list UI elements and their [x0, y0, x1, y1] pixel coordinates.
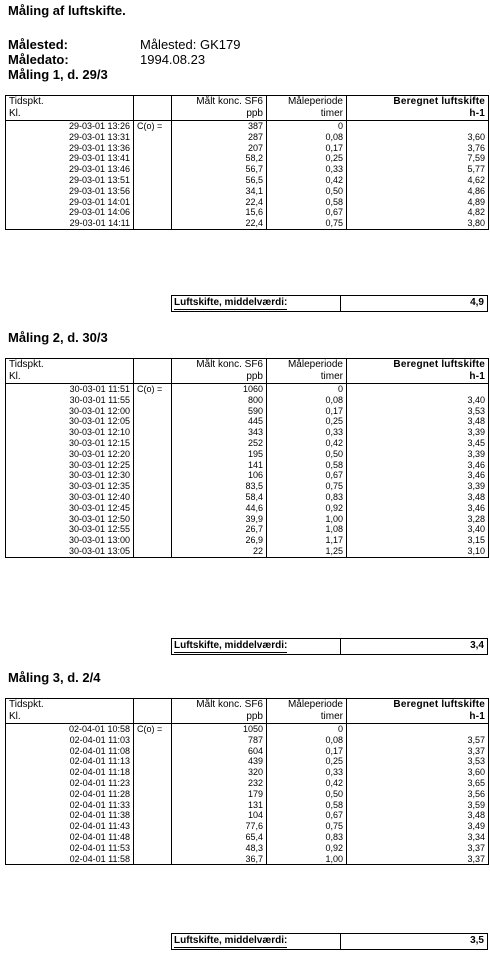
cell-concentration: 104: [172, 810, 267, 821]
table-subheader-row-1: [6, 108, 489, 121]
cell-concentration: 287: [172, 132, 267, 143]
cell-rate: 4,82: [347, 207, 489, 218]
cell-time: 30-03-01 11:51: [6, 384, 134, 395]
cell-time: 30-03-01 12:30: [6, 470, 134, 481]
cell-rate: [347, 384, 489, 395]
cell-rate: 3,15: [347, 535, 489, 546]
cell-period: 0,42: [267, 778, 347, 789]
table-row: [6, 524, 489, 535]
cell-rate: 4,86: [347, 186, 489, 197]
cell-rate: 3,65: [347, 778, 489, 789]
cell-time: 29-03-01 13:51: [6, 175, 134, 186]
cell-concentration: 15,6: [172, 207, 267, 218]
malested-value: Målested: GK179: [140, 37, 241, 52]
table-row: [6, 492, 489, 503]
cell-period: 0,17: [267, 143, 347, 154]
cell-c0-label: [134, 756, 172, 767]
table-row: [6, 175, 489, 186]
cell-period: 0,75: [267, 481, 347, 492]
cell-rate: 7,59: [347, 153, 489, 164]
cell-c0-label: [134, 746, 172, 757]
col-unit-period: timer: [267, 711, 347, 724]
cell-concentration: 320: [172, 767, 267, 778]
cell-time: 29-03-01 13:31: [6, 132, 134, 143]
cell-time: 30-03-01 13:00: [6, 535, 134, 546]
table-row: [6, 810, 489, 821]
cell-period: 0,42: [267, 175, 347, 186]
section-3-title: Måling 3, d. 2/4: [8, 670, 101, 685]
cell-rate: 3,60: [347, 132, 489, 143]
cell-c0-label: [134, 492, 172, 503]
cell-c0-label: [134, 778, 172, 789]
table-row: [6, 854, 489, 865]
cell-time: 02-04-01 11:08: [6, 746, 134, 757]
cell-rate: 3,76: [347, 143, 489, 154]
table-row: [6, 449, 489, 460]
cell-c0-label: [134, 735, 172, 746]
cell-rate: 3,57: [347, 735, 489, 746]
cell-concentration: 131: [172, 800, 267, 811]
cell-period: 0,83: [267, 492, 347, 503]
cell-period: 0,75: [267, 821, 347, 832]
cell-period: 0,08: [267, 735, 347, 746]
cell-c0-label: [134, 416, 172, 427]
cell-concentration: 179: [172, 789, 267, 800]
cell-time: 02-04-01 11:58: [6, 854, 134, 865]
cell-period: 1,08: [267, 524, 347, 535]
cell-concentration: 56,7: [172, 164, 267, 175]
cell-c0-label: [134, 143, 172, 154]
cell-period: 0,25: [267, 153, 347, 164]
cell-time: 30-03-01 13:05: [6, 546, 134, 557]
cell-concentration: 22,4: [172, 218, 267, 229]
document-title: Måling af luftskifte.: [8, 3, 126, 18]
cell-rate: 3,60: [347, 767, 489, 778]
cell-rate: 3,59: [347, 800, 489, 811]
table-header-row-1: [6, 96, 489, 109]
cell-concentration: 252: [172, 438, 267, 449]
cell-time: 29-03-01 14:01: [6, 197, 134, 208]
cell-time: 02-04-01 11:48: [6, 832, 134, 843]
measurement-table-3: [5, 698, 489, 865]
cell-time: 02-04-01 10:58: [6, 724, 134, 735]
cell-concentration: 65,4: [172, 832, 267, 843]
cell-concentration: 26,7: [172, 524, 267, 535]
cell-c0-label: [134, 514, 172, 525]
cell-c0-label: [134, 427, 172, 438]
cell-concentration: 39,9: [172, 514, 267, 525]
cell-c0-label: [134, 789, 172, 800]
summary-label-1: Luftskifte, middelværdi:: [174, 297, 288, 308]
cell-c0-label: [134, 395, 172, 406]
cell-rate: 3,37: [347, 854, 489, 865]
cell-c0-label: [134, 175, 172, 186]
cell-rate: 3,80: [347, 218, 489, 229]
cell-time: 30-03-01 12:55: [6, 524, 134, 535]
cell-rate: [347, 121, 489, 132]
cell-concentration: 590: [172, 406, 267, 417]
cell-time: 29-03-01 13:26: [6, 121, 134, 132]
cell-concentration: 343: [172, 427, 267, 438]
table-row: [6, 756, 489, 767]
summary-box-1: [171, 295, 488, 312]
cell-time: 30-03-01 12:45: [6, 503, 134, 514]
table-row: [6, 395, 489, 406]
table-row: [6, 164, 489, 175]
cell-time: 30-03-01 12:00: [6, 406, 134, 417]
cell-rate: 3,40: [347, 524, 489, 535]
cell-period: 0,58: [267, 460, 347, 471]
cell-rate: 3,10: [347, 546, 489, 557]
measurement-table-2: [5, 358, 489, 558]
cell-period: 0,92: [267, 503, 347, 514]
cell-rate: 3,46: [347, 470, 489, 481]
cell-c0-label: [134, 164, 172, 175]
measurement-table-1: [5, 95, 489, 230]
table-row: [6, 121, 489, 132]
cell-period: 0,08: [267, 132, 347, 143]
summary-label-2: Luftskifte, middelværdi:: [174, 640, 288, 651]
cell-time: 29-03-01 14:06: [6, 207, 134, 218]
table-row: [6, 481, 489, 492]
cell-concentration: 77,6: [172, 821, 267, 832]
table-row: [6, 186, 489, 197]
cell-rate: 3,48: [347, 492, 489, 503]
cell-period: 0,25: [267, 756, 347, 767]
cell-concentration: 56,5: [172, 175, 267, 186]
table-row: [6, 207, 489, 218]
cell-c0-label: [134, 153, 172, 164]
table-row: [6, 735, 489, 746]
cell-rate: 5,77: [347, 164, 489, 175]
table-row: [6, 746, 489, 757]
cell-concentration: 141: [172, 460, 267, 471]
cell-concentration: 207: [172, 143, 267, 154]
cell-rate: 3,53: [347, 406, 489, 417]
cell-period: 0,17: [267, 746, 347, 757]
table-row: [6, 406, 489, 417]
cell-period: 0,42: [267, 438, 347, 449]
cell-rate: 3,46: [347, 460, 489, 471]
cell-time: 02-04-01 11:33: [6, 800, 134, 811]
cell-time: 02-04-01 11:03: [6, 735, 134, 746]
section-1-title: Måling 1, d. 29/3: [8, 67, 108, 82]
cell-rate: [347, 724, 489, 735]
maledato-label: Måledato:: [8, 52, 69, 67]
cell-time: 30-03-01 12:40: [6, 492, 134, 503]
cell-c0-label: [134, 854, 172, 865]
cell-period: 0,58: [267, 197, 347, 208]
cell-concentration: 1060: [172, 384, 267, 395]
cell-rate: 3,53: [347, 756, 489, 767]
col-header-time: Tidspkt.: [6, 96, 134, 109]
cell-c0-label: [134, 197, 172, 208]
cell-c0-label: [134, 535, 172, 546]
cell-concentration: 195: [172, 449, 267, 460]
table-row: [6, 416, 489, 427]
cell-period: 0,67: [267, 207, 347, 218]
cell-concentration: 83,5: [172, 481, 267, 492]
cell-time: 02-04-01 11:38: [6, 810, 134, 821]
col-unit-time: Kl.: [6, 371, 134, 384]
cell-concentration: 34,1: [172, 186, 267, 197]
cell-period: 0: [267, 724, 347, 735]
cell-concentration: 439: [172, 756, 267, 767]
cell-rate: 3,34: [347, 832, 489, 843]
cell-c0-label: [134, 800, 172, 811]
col-header-period: Måleperiode: [267, 96, 347, 109]
cell-time: 02-04-01 11:23: [6, 778, 134, 789]
cell-time: 02-04-01 11:43: [6, 821, 134, 832]
table-header-row-3: [6, 699, 489, 712]
col-header-rate: Beregnet luftskifte: [347, 359, 489, 372]
cell-rate: 3,28: [347, 514, 489, 525]
table-row: [6, 843, 489, 854]
table-row: [6, 789, 489, 800]
cell-concentration: 36,7: [172, 854, 267, 865]
malested-label: Målested:: [8, 37, 68, 52]
col-unit-conc: ppb: [172, 371, 267, 384]
cell-rate: 3,56: [347, 789, 489, 800]
col-unit-rate: h-1: [347, 108, 489, 121]
cell-period: 0,33: [267, 427, 347, 438]
cell-c0-label: [134, 438, 172, 449]
table-row: [6, 503, 489, 514]
table-row: [6, 778, 489, 789]
col-header-rate: Beregnet luftskifte: [347, 699, 489, 712]
table-row: [6, 438, 489, 449]
cell-c0-label: [134, 767, 172, 778]
col-unit-conc: ppb: [172, 108, 267, 121]
col-unit-conc: ppb: [172, 711, 267, 724]
cell-rate: 3,45: [347, 438, 489, 449]
table-row: [6, 218, 489, 229]
cell-time: 30-03-01 12:20: [6, 449, 134, 460]
cell-time: 29-03-01 13:41: [6, 153, 134, 164]
summary-value-3: 3,5: [470, 935, 484, 946]
cell-rate: 3,49: [347, 821, 489, 832]
cell-c0-label: C(o) =: [134, 724, 172, 735]
cell-time: 30-03-01 12:25: [6, 460, 134, 471]
maledato-value: 1994.08.23: [140, 52, 206, 67]
cell-c0-label: [134, 843, 172, 854]
cell-concentration: 48,3: [172, 843, 267, 854]
cell-period: 1,25: [267, 546, 347, 557]
cell-rate: 3,40: [347, 395, 489, 406]
table-subheader-row-2: [6, 371, 489, 384]
cell-concentration: 800: [172, 395, 267, 406]
table-row: [6, 132, 489, 143]
cell-c0-label: [134, 832, 172, 843]
table-row: [6, 724, 489, 735]
cell-concentration: 1050: [172, 724, 267, 735]
cell-c0-label: C(o) =: [134, 121, 172, 132]
cell-period: 0,17: [267, 406, 347, 417]
cell-time: 29-03-01 13:36: [6, 143, 134, 154]
cell-c0-label: [134, 460, 172, 471]
cell-period: 0: [267, 121, 347, 132]
col-header-rate: Beregnet luftskifte: [347, 96, 489, 109]
summary-value-2: 3,4: [470, 640, 484, 651]
cell-rate: 3,46: [347, 503, 489, 514]
cell-period: 0,50: [267, 449, 347, 460]
cell-concentration: 387: [172, 121, 267, 132]
cell-rate: 4,62: [347, 175, 489, 186]
cell-concentration: 22,4: [172, 197, 267, 208]
cell-concentration: 787: [172, 735, 267, 746]
cell-rate: 3,39: [347, 449, 489, 460]
cell-rate: 3,39: [347, 427, 489, 438]
table-row: [6, 143, 489, 154]
cell-time: 02-04-01 11:18: [6, 767, 134, 778]
cell-period: 0,25: [267, 416, 347, 427]
table-row: [6, 153, 489, 164]
cell-period: 1,17: [267, 535, 347, 546]
table-subheader-row-3: [6, 711, 489, 724]
cell-period: 0: [267, 384, 347, 395]
cell-c0-label: [134, 503, 172, 514]
table-row: [6, 800, 489, 811]
cell-period: 1,00: [267, 514, 347, 525]
col-header-conc: Målt konc. SF6: [172, 359, 267, 372]
cell-period: 0,67: [267, 810, 347, 821]
cell-concentration: 58,4: [172, 492, 267, 503]
cell-time: 29-03-01 13:56: [6, 186, 134, 197]
cell-rate: 3,48: [347, 416, 489, 427]
cell-c0-label: [134, 406, 172, 417]
cell-concentration: 44,6: [172, 503, 267, 514]
col-unit-rate: h-1: [347, 371, 489, 384]
table-header-row-2: [6, 359, 489, 372]
cell-concentration: 232: [172, 778, 267, 789]
col-unit-rate: h-1: [347, 711, 489, 724]
summary-box-2: [171, 638, 488, 655]
cell-concentration: 26,9: [172, 535, 267, 546]
cell-concentration: 106: [172, 470, 267, 481]
cell-period: 0,75: [267, 218, 347, 229]
cell-rate: 3,37: [347, 746, 489, 757]
cell-c0-label: [134, 186, 172, 197]
summary-value-1: 4,9: [470, 297, 484, 308]
table-row: [6, 427, 489, 438]
cell-period: 0,67: [267, 470, 347, 481]
cell-rate: 4,89: [347, 197, 489, 208]
cell-time: 29-03-01 14:11: [6, 218, 134, 229]
col-header-conc: Målt konc. SF6: [172, 96, 267, 109]
cell-period: 0,33: [267, 164, 347, 175]
table-row: [6, 460, 489, 471]
cell-c0-label: [134, 449, 172, 460]
cell-period: 0,83: [267, 832, 347, 843]
col-header-period: Måleperiode: [267, 699, 347, 712]
cell-c0-label: [134, 546, 172, 557]
col-header-time: Tidspkt.: [6, 359, 134, 372]
col-unit-period: timer: [267, 108, 347, 121]
col-unit-time: Kl.: [6, 108, 134, 121]
cell-rate: 3,48: [347, 810, 489, 821]
section-2-title: Måling 2, d. 30/3: [8, 330, 108, 345]
cell-concentration: 445: [172, 416, 267, 427]
cell-period: 0,33: [267, 767, 347, 778]
cell-time: 30-03-01 12:15: [6, 438, 134, 449]
table-row: [6, 767, 489, 778]
cell-time: 02-04-01 11:53: [6, 843, 134, 854]
cell-rate: 3,39: [347, 481, 489, 492]
table-row: [6, 821, 489, 832]
cell-c0-label: [134, 810, 172, 821]
cell-period: 0,50: [267, 186, 347, 197]
cell-c0-label: [134, 132, 172, 143]
cell-time: 30-03-01 11:55: [6, 395, 134, 406]
cell-c0-label: [134, 821, 172, 832]
cell-time: 02-04-01 11:28: [6, 789, 134, 800]
cell-c0-label: [134, 481, 172, 492]
col-header-time: Tidspkt.: [6, 699, 134, 712]
col-unit-period: timer: [267, 371, 347, 384]
cell-c0-label: [134, 218, 172, 229]
cell-time: 30-03-01 12:10: [6, 427, 134, 438]
cell-c0-label: [134, 207, 172, 218]
cell-time: 30-03-01 12:35: [6, 481, 134, 492]
table-row: [6, 197, 489, 208]
col-unit-time: Kl.: [6, 711, 134, 724]
table-row: [6, 832, 489, 843]
cell-concentration: 58,2: [172, 153, 267, 164]
cell-rate: 3,37: [347, 843, 489, 854]
cell-period: 0,58: [267, 800, 347, 811]
cell-c0-label: C(o) =: [134, 384, 172, 395]
summary-box-3: [171, 933, 488, 950]
summary-label-3: Luftskifte, middelværdi:: [174, 935, 288, 946]
cell-time: 30-03-01 12:05: [6, 416, 134, 427]
cell-concentration: 22: [172, 546, 267, 557]
cell-period: 0,92: [267, 843, 347, 854]
cell-time: 29-03-01 13:46: [6, 164, 134, 175]
cell-time: 30-03-01 12:50: [6, 514, 134, 525]
cell-period: 0,50: [267, 789, 347, 800]
cell-concentration: 604: [172, 746, 267, 757]
cell-time: 02-04-01 11:13: [6, 756, 134, 767]
cell-c0-label: [134, 524, 172, 535]
table-row: [6, 384, 489, 395]
cell-c0-label: [134, 470, 172, 481]
table-row: [6, 514, 489, 525]
table-row: [6, 470, 489, 481]
table-row: [6, 535, 489, 546]
cell-period: 1,00: [267, 854, 347, 865]
col-header-period: Måleperiode: [267, 359, 347, 372]
col-header-conc: Målt konc. SF6: [172, 699, 267, 712]
cell-period: 0,08: [267, 395, 347, 406]
table-row: [6, 546, 489, 557]
